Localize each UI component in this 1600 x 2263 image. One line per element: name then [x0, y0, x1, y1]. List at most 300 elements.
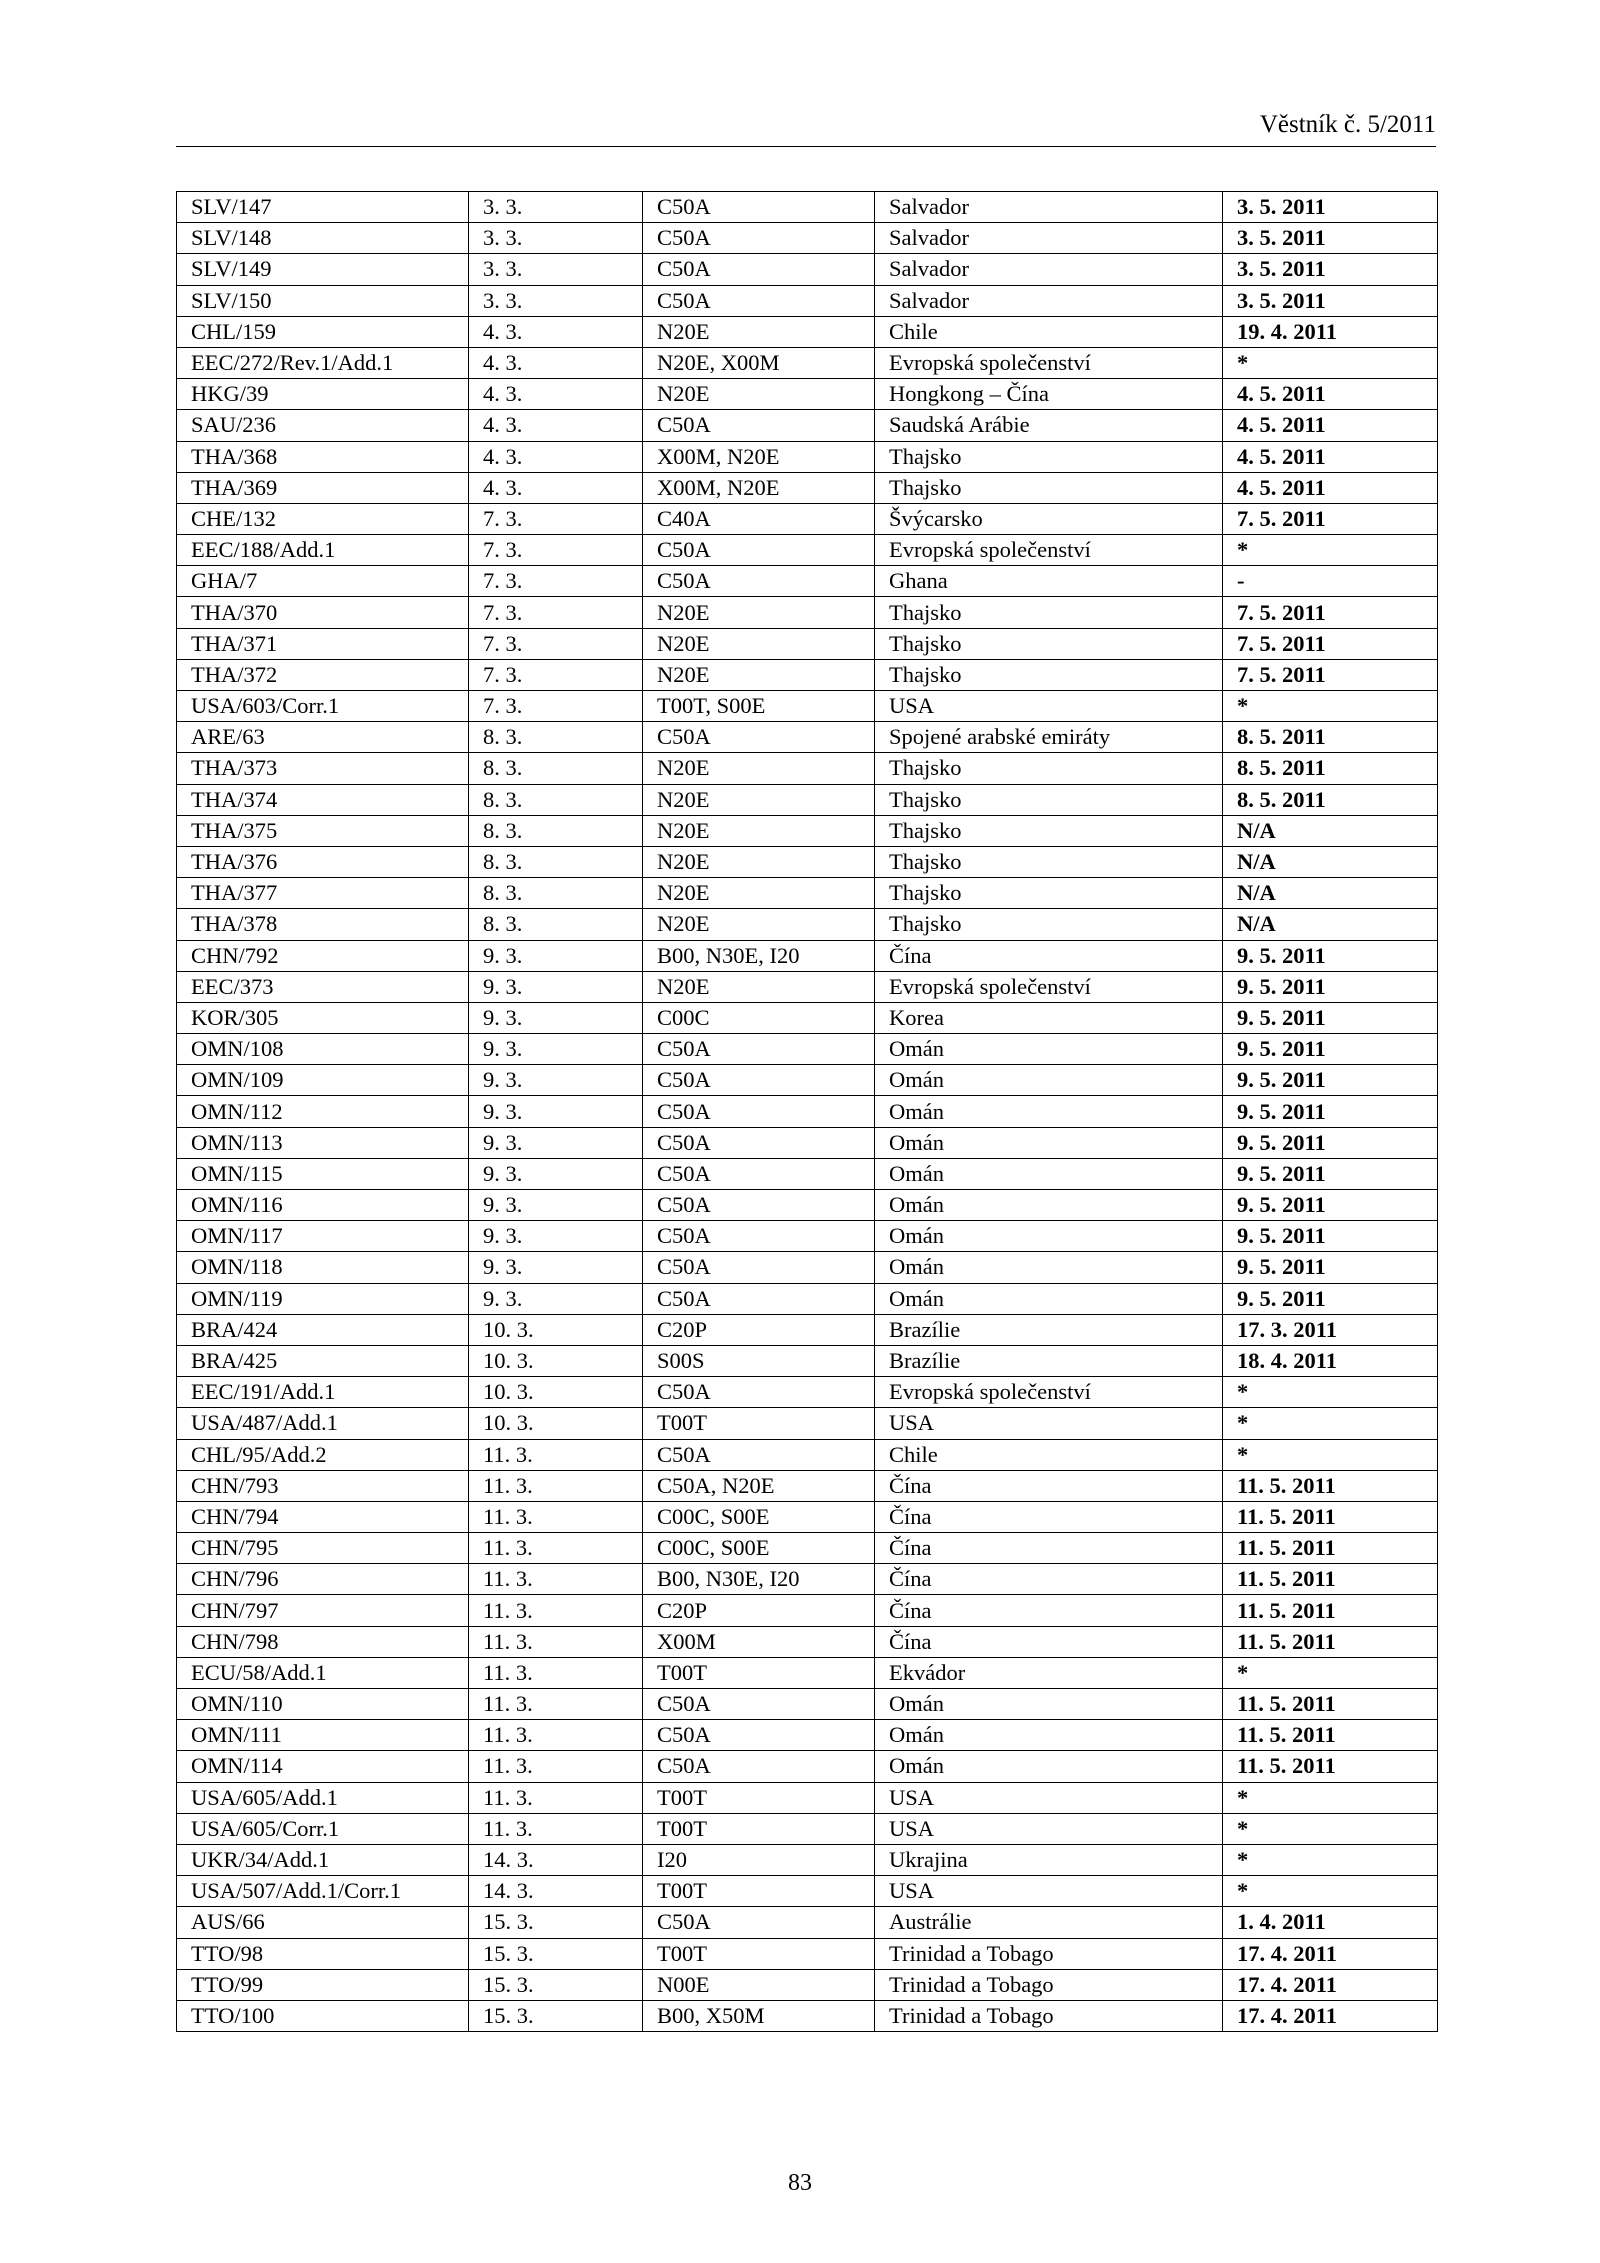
table-row: [177, 1377, 1438, 1408]
table-row: [177, 1096, 1438, 1127]
notification-date-cell: 8. 3.: [469, 846, 643, 877]
table-row: [177, 347, 1438, 378]
code-cell: T00T: [643, 1408, 875, 1439]
code-cell: C50A: [643, 254, 875, 285]
code-cell: C20P: [643, 1314, 875, 1345]
notification-date-cell: 11. 3.: [469, 1720, 643, 1751]
country-cell: Omán: [875, 1689, 1223, 1720]
deadline-cell: *: [1223, 535, 1438, 566]
code-cell: C50A: [643, 1907, 875, 1938]
table-row: [177, 1470, 1438, 1501]
deadline-cell: 9. 5. 2011: [1223, 1034, 1438, 1065]
table-row: [177, 1564, 1438, 1595]
country-cell: Thajsko: [875, 441, 1223, 472]
deadline-cell: 17. 3. 2011: [1223, 1314, 1438, 1345]
country-cell: Thajsko: [875, 909, 1223, 940]
code-cell: S00S: [643, 1345, 875, 1376]
table-row: [177, 192, 1438, 223]
notification-date-cell: 3. 3.: [469, 285, 643, 316]
country-cell: Omán: [875, 1720, 1223, 1751]
document-symbol-cell: UKR/34/Add.1: [177, 1844, 469, 1875]
notification-date-cell: 9. 3.: [469, 1221, 643, 1252]
deadline-cell: 3. 5. 2011: [1223, 192, 1438, 223]
code-cell: N20E: [643, 316, 875, 347]
deadline-cell: 17. 4. 2011: [1223, 1969, 1438, 2000]
deadline-cell: 4. 5. 2011: [1223, 472, 1438, 503]
deadline-cell: 11. 5. 2011: [1223, 1533, 1438, 1564]
code-cell: C50A, N20E: [643, 1470, 875, 1501]
document-symbol-cell: CHN/795: [177, 1533, 469, 1564]
deadline-cell: 18. 4. 2011: [1223, 1345, 1438, 1376]
deadline-cell: 4. 5. 2011: [1223, 441, 1438, 472]
document-symbol-cell: HKG/39: [177, 379, 469, 410]
code-cell: C50A: [643, 1096, 875, 1127]
table-row: [177, 1969, 1438, 2000]
table-row: [177, 628, 1438, 659]
document-symbol-cell: THA/375: [177, 815, 469, 846]
country-cell: Ekvádor: [875, 1657, 1223, 1688]
deadline-cell: 9. 5. 2011: [1223, 1158, 1438, 1189]
deadline-cell: 17. 4. 2011: [1223, 2000, 1438, 2031]
code-cell: C50A: [643, 535, 875, 566]
code-cell: N20E: [643, 753, 875, 784]
deadline-cell: *: [1223, 1439, 1438, 1470]
table-row: [177, 1190, 1438, 1221]
country-cell: Evropská společenství: [875, 347, 1223, 378]
table-row: [177, 1876, 1438, 1907]
deadline-cell: 9. 5. 2011: [1223, 1065, 1438, 1096]
table-row: [177, 1938, 1438, 1969]
deadline-cell: *: [1223, 1377, 1438, 1408]
notification-date-cell: 10. 3.: [469, 1345, 643, 1376]
notification-date-cell: 9. 3.: [469, 940, 643, 971]
deadline-cell: 9. 5. 2011: [1223, 1252, 1438, 1283]
deadline-cell: N/A: [1223, 846, 1438, 877]
notification-date-cell: 4. 3.: [469, 410, 643, 441]
country-cell: USA: [875, 1408, 1223, 1439]
country-cell: Salvador: [875, 254, 1223, 285]
table-row: [177, 753, 1438, 784]
country-cell: Saudská Arábie: [875, 410, 1223, 441]
code-cell: N20E: [643, 659, 875, 690]
table-row: [177, 1844, 1438, 1875]
notification-date-cell: 11. 3.: [469, 1657, 643, 1688]
deadline-cell: *: [1223, 1813, 1438, 1844]
country-cell: Thajsko: [875, 878, 1223, 909]
code-cell: C50A: [643, 285, 875, 316]
table-row: [177, 410, 1438, 441]
country-cell: Salvador: [875, 223, 1223, 254]
country-cell: Trinidad a Tobago: [875, 1969, 1223, 2000]
code-cell: N20E, X00M: [643, 347, 875, 378]
document-symbol-cell: OMN/111: [177, 1720, 469, 1751]
code-cell: C00C, S00E: [643, 1533, 875, 1564]
notifications-table: [176, 191, 1438, 2032]
country-cell: Omán: [875, 1096, 1223, 1127]
country-cell: Trinidad a Tobago: [875, 2000, 1223, 2031]
code-cell: B00, N30E, I20: [643, 940, 875, 971]
table-row: [177, 503, 1438, 534]
notification-date-cell: 4. 3.: [469, 316, 643, 347]
deadline-cell: 4. 5. 2011: [1223, 410, 1438, 441]
document-symbol-cell: EEC/272/Rev.1/Add.1: [177, 347, 469, 378]
document-symbol-cell: ARE/63: [177, 722, 469, 753]
notification-date-cell: 10. 3.: [469, 1408, 643, 1439]
code-cell: X00M, N20E: [643, 441, 875, 472]
notification-date-cell: 7. 3.: [469, 628, 643, 659]
notification-date-cell: 7. 3.: [469, 691, 643, 722]
code-cell: T00T: [643, 1782, 875, 1813]
code-cell: T00T: [643, 1938, 875, 1969]
table-row: [177, 846, 1438, 877]
code-cell: I20: [643, 1844, 875, 1875]
country-cell: Austrálie: [875, 1907, 1223, 1938]
document-symbol-cell: GHA/7: [177, 566, 469, 597]
table-row: [177, 784, 1438, 815]
document-symbol-cell: THA/374: [177, 784, 469, 815]
country-cell: Thajsko: [875, 846, 1223, 877]
code-cell: C50A: [643, 1127, 875, 1158]
document-symbol-cell: SLV/148: [177, 223, 469, 254]
notification-date-cell: 9. 3.: [469, 1034, 643, 1065]
deadline-cell: 11. 5. 2011: [1223, 1720, 1438, 1751]
country-cell: Hongkong – Čína: [875, 379, 1223, 410]
notification-date-cell: 11. 3.: [469, 1751, 643, 1782]
table-row: [177, 1439, 1438, 1470]
document-symbol-cell: THA/377: [177, 878, 469, 909]
table-row: [177, 1345, 1438, 1376]
table-row: [177, 815, 1438, 846]
code-cell: X00M, N20E: [643, 472, 875, 503]
deadline-cell: 9. 5. 2011: [1223, 1096, 1438, 1127]
notification-date-cell: 9. 3.: [469, 1190, 643, 1221]
notification-date-cell: 8. 3.: [469, 878, 643, 909]
country-cell: Thajsko: [875, 659, 1223, 690]
deadline-cell: 8. 5. 2011: [1223, 784, 1438, 815]
table-row: [177, 940, 1438, 971]
deadline-cell: 7. 5. 2011: [1223, 659, 1438, 690]
document-symbol-cell: CHN/794: [177, 1501, 469, 1532]
code-cell: C50A: [643, 1377, 875, 1408]
code-cell: C50A: [643, 192, 875, 223]
code-cell: C50A: [643, 1252, 875, 1283]
code-cell: C00C: [643, 1002, 875, 1033]
table-row: [177, 1657, 1438, 1688]
notification-date-cell: 9. 3.: [469, 1252, 643, 1283]
country-cell: USA: [875, 691, 1223, 722]
code-cell: C40A: [643, 503, 875, 534]
deadline-cell: N/A: [1223, 815, 1438, 846]
table-row: [177, 1065, 1438, 1096]
document-symbol-cell: CHL/95/Add.2: [177, 1439, 469, 1470]
country-cell: Thajsko: [875, 597, 1223, 628]
page-number: 83: [788, 2170, 812, 2196]
country-cell: Evropská společenství: [875, 971, 1223, 1002]
code-cell: N20E: [643, 379, 875, 410]
country-cell: Brazílie: [875, 1345, 1223, 1376]
country-cell: Thajsko: [875, 628, 1223, 659]
document-symbol-cell: THA/372: [177, 659, 469, 690]
table-row: [177, 1252, 1438, 1283]
notification-date-cell: 8. 3.: [469, 909, 643, 940]
code-cell: C50A: [643, 1190, 875, 1221]
notification-date-cell: 8. 3.: [469, 815, 643, 846]
document-symbol-cell: USA/605/Add.1: [177, 1782, 469, 1813]
code-cell: C50A: [643, 1751, 875, 1782]
document-symbol-cell: CHN/798: [177, 1626, 469, 1657]
country-cell: Čína: [875, 1595, 1223, 1626]
deadline-cell: 9. 5. 2011: [1223, 940, 1438, 971]
deadline-cell: 11. 5. 2011: [1223, 1564, 1438, 1595]
notification-date-cell: 4. 3.: [469, 379, 643, 410]
code-cell: N20E: [643, 784, 875, 815]
country-cell: Salvador: [875, 192, 1223, 223]
country-cell: Omán: [875, 1158, 1223, 1189]
deadline-cell: 9. 5. 2011: [1223, 1283, 1438, 1314]
document-symbol-cell: CHE/132: [177, 503, 469, 534]
document-symbol-cell: EEC/191/Add.1: [177, 1377, 469, 1408]
table-row: [177, 909, 1438, 940]
notification-date-cell: 11. 3.: [469, 1501, 643, 1532]
notification-date-cell: 11. 3.: [469, 1689, 643, 1720]
document-symbol-cell: USA/603/Corr.1: [177, 691, 469, 722]
document-symbol-cell: CHN/792: [177, 940, 469, 971]
deadline-cell: *: [1223, 1782, 1438, 1813]
country-cell: Evropská společenství: [875, 1377, 1223, 1408]
country-cell: Spojené arabské emiráty: [875, 722, 1223, 753]
table-body: [177, 192, 1438, 2032]
document-symbol-cell: KOR/305: [177, 1002, 469, 1033]
document-symbol-cell: CHL/159: [177, 316, 469, 347]
document-symbol-cell: USA/605/Corr.1: [177, 1813, 469, 1844]
country-cell: Čína: [875, 940, 1223, 971]
notification-date-cell: 10. 3.: [469, 1314, 643, 1345]
document-symbol-cell: OMN/119: [177, 1283, 469, 1314]
deadline-cell: 7. 5. 2011: [1223, 503, 1438, 534]
document-symbol-cell: OMN/117: [177, 1221, 469, 1252]
page-header: [176, 110, 1436, 147]
document-symbol-cell: USA/487/Add.1: [177, 1408, 469, 1439]
country-cell: Korea: [875, 1002, 1223, 1033]
country-cell: Chile: [875, 1439, 1223, 1470]
country-cell: Thajsko: [875, 815, 1223, 846]
document-symbol-cell: ECU/58/Add.1: [177, 1657, 469, 1688]
document-symbol-cell: CHN/793: [177, 1470, 469, 1501]
table-row: [177, 1626, 1438, 1657]
document-symbol-cell: THA/368: [177, 441, 469, 472]
deadline-cell: N/A: [1223, 909, 1438, 940]
notification-date-cell: 8. 3.: [469, 753, 643, 784]
table-row: [177, 722, 1438, 753]
table-row: [177, 1408, 1438, 1439]
code-cell: C50A: [643, 1720, 875, 1751]
table-row: [177, 659, 1438, 690]
document-symbol-cell: USA/507/Add.1/Corr.1: [177, 1876, 469, 1907]
notification-date-cell: 11. 3.: [469, 1533, 643, 1564]
deadline-cell: 11. 5. 2011: [1223, 1595, 1438, 1626]
table-row: [177, 971, 1438, 1002]
code-cell: N20E: [643, 628, 875, 659]
document-symbol-cell: SLV/149: [177, 254, 469, 285]
table-row: [177, 1501, 1438, 1532]
table-row: [177, 1595, 1438, 1626]
notification-date-cell: 3. 3.: [469, 223, 643, 254]
deadline-cell: *: [1223, 347, 1438, 378]
code-cell: B00, X50M: [643, 2000, 875, 2031]
notification-date-cell: 8. 3.: [469, 784, 643, 815]
table-row: [177, 1689, 1438, 1720]
table-row: [177, 441, 1438, 472]
document-symbol-cell: CHN/796: [177, 1564, 469, 1595]
notification-date-cell: 11. 3.: [469, 1595, 643, 1626]
deadline-cell: -: [1223, 566, 1438, 597]
notification-date-cell: 8. 3.: [469, 722, 643, 753]
document-symbol-cell: OMN/113: [177, 1127, 469, 1158]
code-cell: T00T: [643, 1657, 875, 1688]
notification-date-cell: 9. 3.: [469, 1096, 643, 1127]
document-symbol-cell: BRA/425: [177, 1345, 469, 1376]
notification-date-cell: 9. 3.: [469, 1002, 643, 1033]
document-symbol-cell: OMN/110: [177, 1689, 469, 1720]
notification-date-cell: 11. 3.: [469, 1813, 643, 1844]
notification-date-cell: 11. 3.: [469, 1564, 643, 1595]
code-cell: C50A: [643, 1439, 875, 1470]
document-symbol-cell: SAU/236: [177, 410, 469, 441]
deadline-cell: 9. 5. 2011: [1223, 1127, 1438, 1158]
table-row: [177, 1158, 1438, 1189]
notification-date-cell: 14. 3.: [469, 1876, 643, 1907]
country-cell: Čína: [875, 1626, 1223, 1657]
country-cell: Omán: [875, 1751, 1223, 1782]
notification-date-cell: 9. 3.: [469, 1158, 643, 1189]
country-cell: Trinidad a Tobago: [875, 1938, 1223, 1969]
document-symbol-cell: BRA/424: [177, 1314, 469, 1345]
deadline-cell: 1. 4. 2011: [1223, 1907, 1438, 1938]
code-cell: C50A: [643, 1034, 875, 1065]
code-cell: C50A: [643, 1065, 875, 1096]
deadline-cell: 9. 5. 2011: [1223, 971, 1438, 1002]
document-symbol-cell: THA/371: [177, 628, 469, 659]
code-cell: T00T: [643, 1813, 875, 1844]
code-cell: B00, N30E, I20: [643, 1564, 875, 1595]
country-cell: Chile: [875, 316, 1223, 347]
table-row: [177, 1720, 1438, 1751]
deadline-cell: 11. 5. 2011: [1223, 1689, 1438, 1720]
country-cell: Thajsko: [875, 753, 1223, 784]
country-cell: Salvador: [875, 285, 1223, 316]
deadline-cell: 4. 5. 2011: [1223, 379, 1438, 410]
country-cell: Omán: [875, 1034, 1223, 1065]
country-cell: Omán: [875, 1127, 1223, 1158]
document-symbol-cell: THA/378: [177, 909, 469, 940]
deadline-cell: 11. 5. 2011: [1223, 1626, 1438, 1657]
deadline-cell: 17. 4. 2011: [1223, 1938, 1438, 1969]
notification-date-cell: 9. 3.: [469, 1065, 643, 1096]
code-cell: C50A: [643, 1158, 875, 1189]
country-cell: Čína: [875, 1470, 1223, 1501]
code-cell: N20E: [643, 971, 875, 1002]
notification-date-cell: 15. 3.: [469, 1907, 643, 1938]
code-cell: N00E: [643, 1969, 875, 2000]
deadline-cell: *: [1223, 1408, 1438, 1439]
country-cell: Brazílie: [875, 1314, 1223, 1345]
deadline-cell: *: [1223, 1876, 1438, 1907]
notification-date-cell: 11. 3.: [469, 1470, 643, 1501]
notification-date-cell: 4. 3.: [469, 347, 643, 378]
deadline-cell: 8. 5. 2011: [1223, 722, 1438, 753]
notification-date-cell: 3. 3.: [469, 254, 643, 285]
document-symbol-cell: SLV/150: [177, 285, 469, 316]
table-row: [177, 597, 1438, 628]
table-row: [177, 1782, 1438, 1813]
country-cell: Omán: [875, 1252, 1223, 1283]
country-cell: Švýcarsko: [875, 503, 1223, 534]
code-cell: C50A: [643, 410, 875, 441]
document-symbol-cell: CHN/797: [177, 1595, 469, 1626]
deadline-cell: *: [1223, 1657, 1438, 1688]
table-row: [177, 878, 1438, 909]
notification-date-cell: 10. 3.: [469, 1377, 643, 1408]
document-symbol-cell: OMN/112: [177, 1096, 469, 1127]
document-symbol-cell: SLV/147: [177, 192, 469, 223]
notification-date-cell: 9. 3.: [469, 1127, 643, 1158]
country-cell: Ukrajina: [875, 1844, 1223, 1875]
notification-date-cell: 7. 3.: [469, 535, 643, 566]
table-row: [177, 285, 1438, 316]
country-cell: USA: [875, 1782, 1223, 1813]
table-row: [177, 1002, 1438, 1033]
code-cell: C00C, S00E: [643, 1501, 875, 1532]
notification-date-cell: 3. 3.: [469, 192, 643, 223]
table-row: [177, 1127, 1438, 1158]
table-row: [177, 1907, 1438, 1938]
notification-date-cell: 7. 3.: [469, 659, 643, 690]
country-cell: USA: [875, 1813, 1223, 1844]
notification-date-cell: 7. 3.: [469, 597, 643, 628]
code-cell: N20E: [643, 815, 875, 846]
code-cell: C50A: [643, 223, 875, 254]
country-cell: Čína: [875, 1533, 1223, 1564]
journal-issue-title: Věstník č. 5/2011: [1259, 111, 1436, 138]
table-row: [177, 379, 1438, 410]
document-symbol-cell: THA/370: [177, 597, 469, 628]
deadline-cell: 7. 5. 2011: [1223, 597, 1438, 628]
document-symbol-cell: AUS/66: [177, 1907, 469, 1938]
document-symbol-cell: THA/373: [177, 753, 469, 784]
notification-date-cell: 9. 3.: [469, 1283, 643, 1314]
deadline-cell: 3. 5. 2011: [1223, 254, 1438, 285]
document-symbol-cell: TTO/98: [177, 1938, 469, 1969]
deadline-cell: 3. 5. 2011: [1223, 285, 1438, 316]
country-cell: Omán: [875, 1283, 1223, 1314]
notification-date-cell: 14. 3.: [469, 1844, 643, 1875]
code-cell: N20E: [643, 846, 875, 877]
document-symbol-cell: OMN/118: [177, 1252, 469, 1283]
document-symbol-cell: EEC/188/Add.1: [177, 535, 469, 566]
table-row: [177, 223, 1438, 254]
document-symbol-cell: OMN/114: [177, 1751, 469, 1782]
notification-date-cell: 4. 3.: [469, 472, 643, 503]
document-symbol-cell: OMN/109: [177, 1065, 469, 1096]
code-cell: C50A: [643, 722, 875, 753]
table-row: [177, 316, 1438, 347]
table-row: [177, 1751, 1438, 1782]
notification-date-cell: 15. 3.: [469, 1938, 643, 1969]
document-symbol-cell: OMN/108: [177, 1034, 469, 1065]
document-symbol-cell: THA/376: [177, 846, 469, 877]
table-row: [177, 1813, 1438, 1844]
notification-date-cell: 4. 3.: [469, 441, 643, 472]
